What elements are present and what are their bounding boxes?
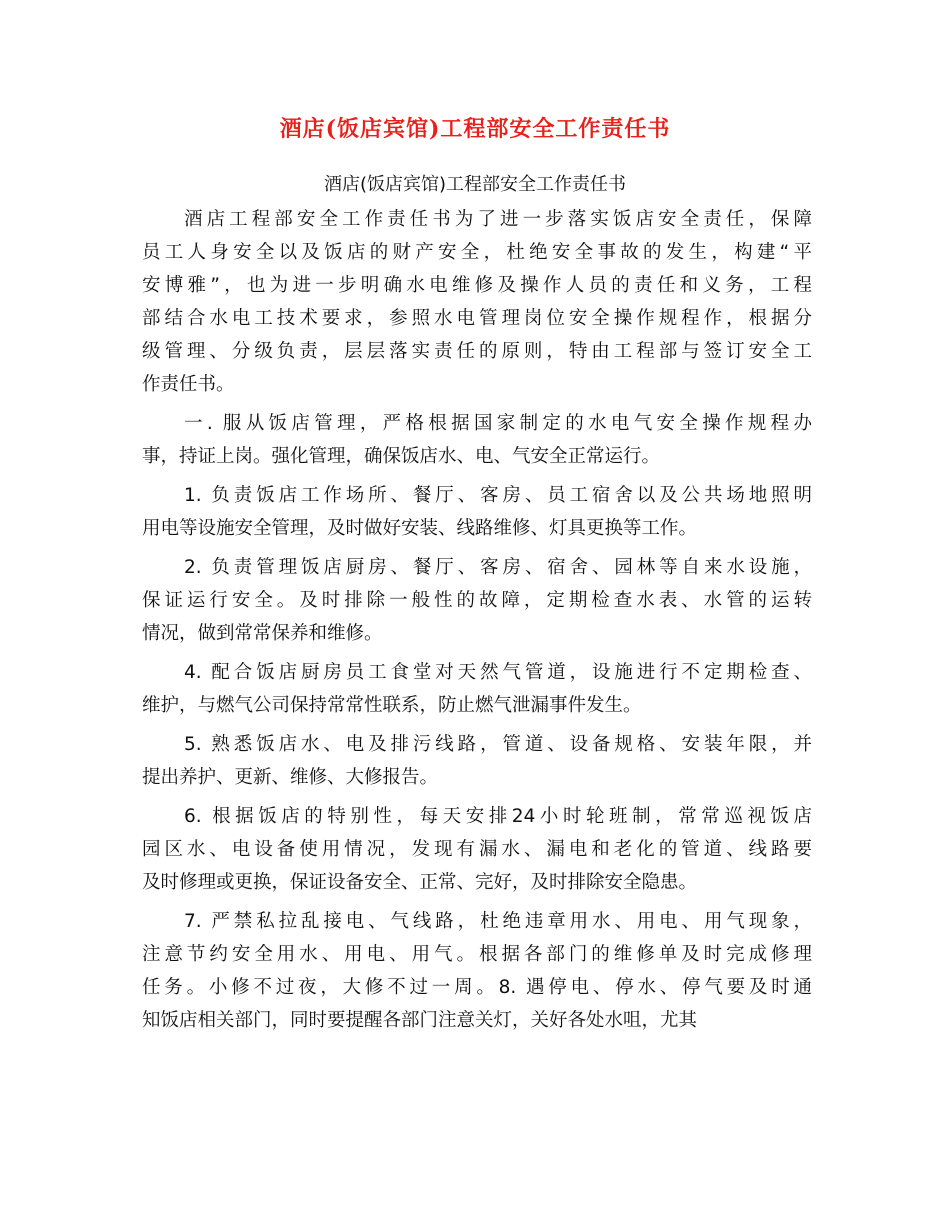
paragraph-line: 园区水、电设备使用情况，发现有漏水、漏电和老化的管道、线路要 xyxy=(142,839,812,860)
paragraph-line: 7. 严禁私拉乱接电、气线路，杜绝违章用水、用电、用气现象， xyxy=(184,911,812,932)
paragraph-line: 一. 服从饭店管理，严格根据国家制定的水电气安全操作规程办 xyxy=(184,413,812,434)
paragraph-line: 5. 熟悉饭店水、电及排污线路，管道、设备规格、安装年限，并 xyxy=(184,734,812,755)
paragraph xyxy=(142,551,812,650)
paragraph-line: 部结合水电工技术要求，参照水电管理岗位安全操作规程作，根据分 xyxy=(142,308,812,329)
paragraph-line: 及时修理或更换，保证设备安全、正常、完好，及时排除安全隐患。 xyxy=(142,872,698,893)
paragraph-line: 注意节约安全用水、用电、用气。根据各部门的维修单及时完成修理 xyxy=(142,944,812,965)
paragraph-line: 任务。小修不过夜，大修不过一周。8. 遇停电、停水、停气要及时通 xyxy=(142,977,812,998)
paragraph-line: 酒店工程部安全工作责任书为了进一步落实饭店安全责任，保障 xyxy=(184,209,812,230)
paragraph xyxy=(142,905,812,1037)
paragraph-line: 员工人身安全以及饭店的财产安全，杜绝安全事故的发生，构建“平 xyxy=(142,242,812,263)
paragraph-line: 6. 根据饭店的特别性，每天安排24小时轮班制，常常巡视饭店 xyxy=(184,806,812,827)
paragraph-line: 情况，做到常常保养和维修。 xyxy=(142,623,383,644)
paragraph-line: 提出养护、更新、维修、大修报告。 xyxy=(142,767,439,788)
paragraph xyxy=(142,479,812,545)
paragraph-line: 安博雅”，也为进一步明确水电维修及操作人员的责任和义务，工程 xyxy=(142,275,812,296)
paragraph-line: 维护，与燃气公司保持常常性联系，防止燃气泄漏事件发生。 xyxy=(142,695,642,716)
paragraph-line: 1. 负责饭店工作场所、餐厅、客房、员工宿舍以及公共场地照明 xyxy=(184,485,812,506)
paragraph-line: 保证运行安全。及时排除一般性的故障，定期检查水表、水管的运转 xyxy=(142,590,812,611)
paragraph-line: 用电等设施安全管理，及时做好安装、线路维修、灯具更换等工作。 xyxy=(142,518,698,539)
paragraph-line: 级管理、分级负责，层层落实责任的原则，特由工程部与签订安全工 xyxy=(142,341,812,362)
document-body xyxy=(142,203,812,1037)
paragraph xyxy=(142,203,812,401)
document-title: 酒店(饭店宾馆)工程部安全工作责任书 xyxy=(279,116,671,142)
paragraph-line: 2. 负责管理饭店厨房、餐厅、客房、宿舍、园林等自来水设施， xyxy=(184,557,812,578)
paragraph xyxy=(142,728,812,794)
paragraph-line: 事，持证上岗。强化管理，确保饭店水、电、气安全正常运行。 xyxy=(142,446,661,467)
paragraph-line: 4. 配合饭店厨房员工食堂对天然气管道，设施进行不定期检查、 xyxy=(184,662,812,683)
paragraph xyxy=(142,656,812,722)
paragraph-line: 知饭店相关部门，同时要提醒各部门注意关灯，关好各处水咀，尤其 xyxy=(142,1010,698,1031)
document-subtitle: 酒店(饭店宾馆)工程部安全工作责任书 xyxy=(323,174,627,195)
paragraph xyxy=(142,800,812,899)
paragraph xyxy=(142,407,812,473)
paragraph-line: 作责任书。 xyxy=(142,374,235,395)
